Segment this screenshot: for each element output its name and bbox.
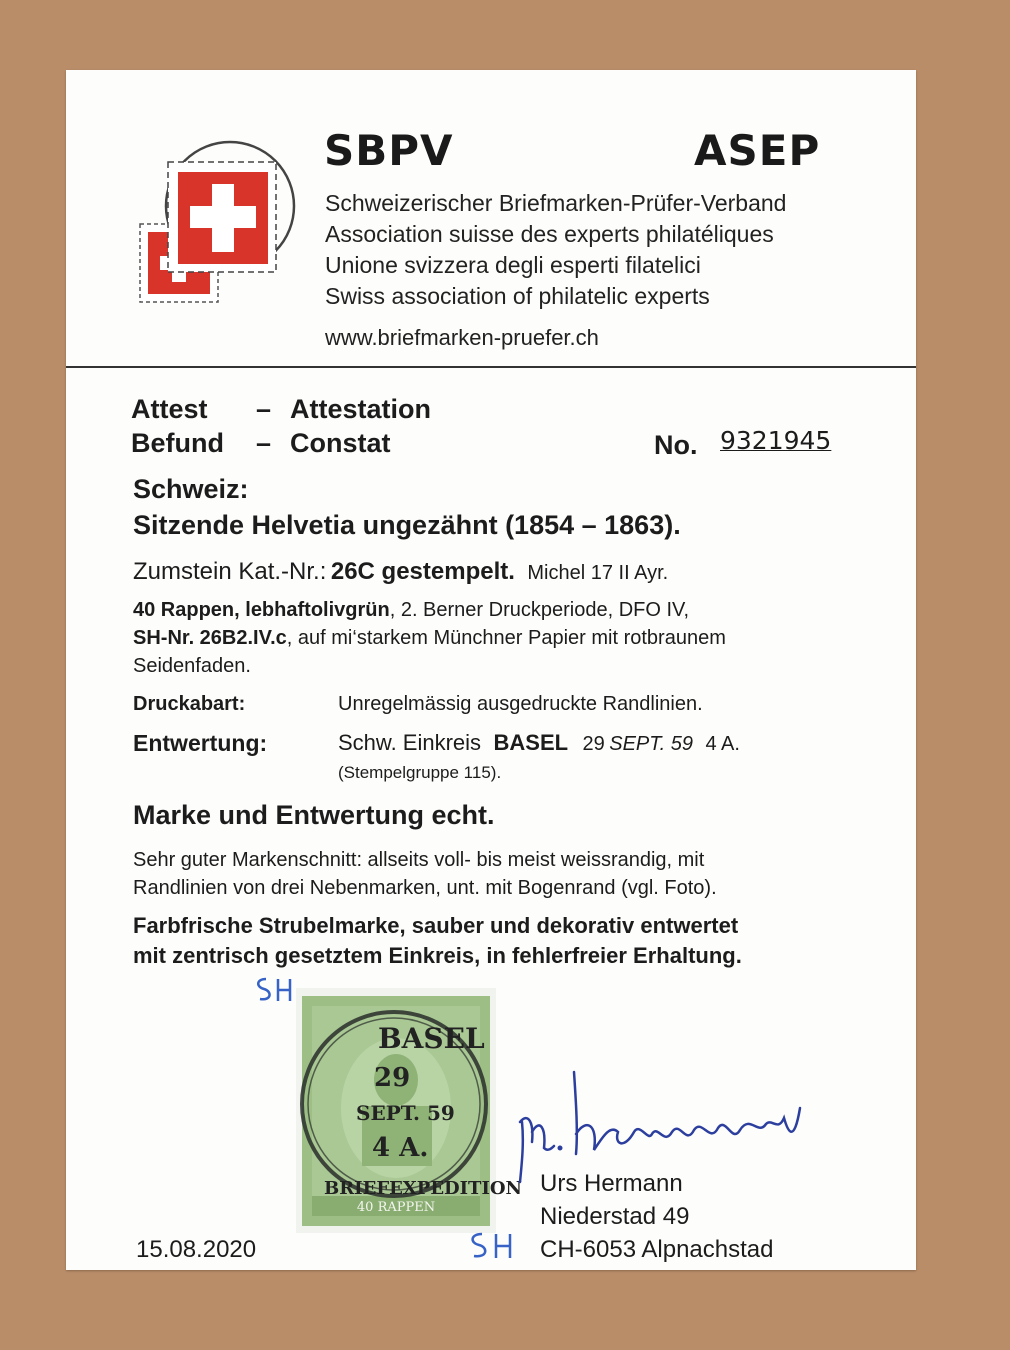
postmark-arc: BRIEFEXPEDITION — [324, 1178, 523, 1199]
constat-label: Constat — [290, 428, 391, 458]
attest-dash-2: – — [256, 428, 272, 458]
attest-label: Attest — [131, 394, 208, 424]
druckabart-label: Druckabart: — [133, 693, 246, 715]
cancel-city: BASEL — [493, 730, 569, 755]
handwritten-sh-mark-icon — [252, 975, 294, 1005]
verdict-text-3: Farbfrische Strubelmarke, sauber und dekorativ entwertet — [133, 913, 739, 938]
print-period: , 2. Berner Druckperiode, DFO IV, — [389, 599, 690, 621]
cancel-month-year: SEPT. 59 — [609, 733, 693, 755]
sh-number: SH-Nr. 26B2.IV.c — [133, 627, 287, 649]
header-divider — [66, 366, 916, 368]
expert-name: Urs Hermann — [540, 1170, 683, 1197]
certificate-date: 15.08.2020 — [136, 1236, 257, 1263]
website-link[interactable]: www.briefmarken-pruefer.ch — [325, 325, 599, 350]
certificate-number: 9321945 — [720, 426, 832, 455]
assoc-name-de: Schweizerischer Briefmarken-Prüfer-Verband — [325, 190, 787, 216]
swiss-cross-stamp-logo-icon — [128, 132, 298, 312]
entwertung-value — [338, 730, 740, 756]
description-line-2 — [133, 627, 726, 650]
paper-description: , auf mi‘starkem Münchner Papier mit rotbraunem — [286, 627, 726, 649]
cancel-day: 29 — [582, 733, 605, 755]
stamp-value-color: 40 Rappen, lebhaftolivgrün — [133, 599, 390, 621]
assoc-name-fr: Association suisse des experts philatéliques — [325, 221, 774, 247]
org-abbrev-fr: ASEP — [694, 126, 821, 175]
verdict-text-1: Sehr guter Markenschnitt: allseits voll- bis meist weissrandig, mit — [133, 849, 705, 871]
entwertung-label: Entwertung: — [133, 730, 268, 756]
befund-label: Befund — [131, 428, 224, 458]
catalog-line — [133, 558, 668, 586]
cancel-hour: 4 A. — [705, 733, 740, 755]
verdict-headline: Marke und Entwertung echt. — [133, 800, 495, 830]
assoc-name-it: Unione svizzera degli esperti filatelici — [325, 252, 701, 278]
attest-dash-1: – — [256, 394, 272, 424]
michel-number: Michel 17 II Ayr. — [527, 562, 669, 584]
number-label: No. — [654, 430, 698, 460]
verdict-text-4: mit zentrisch gesetztem Einkreis, in fehlerfreier Erhaltung. — [133, 943, 742, 968]
postmark-month: SEPT. 59 — [356, 1101, 455, 1125]
org-abbrev-de: SBPV — [324, 126, 454, 175]
expert-street: Niederstad 49 — [540, 1203, 690, 1230]
druckabart-value: Unregelmässig ausgedruckte Randlinien. — [338, 693, 703, 715]
country-heading: Schweiz: — [133, 474, 249, 504]
catalog-label: Zumstein Kat.-Nr.: — [133, 558, 327, 585]
verdict-text-2: Randlinien von drei Nebenmarken, unt. mit Bogenrand (vgl. Foto). — [133, 877, 717, 899]
helvetia-stamp-photo-icon — [296, 988, 523, 1233]
postmark-city: BASEL — [378, 1022, 485, 1055]
catalog-value: 26C gestempelt. — [330, 558, 515, 585]
description-line-1 — [133, 599, 689, 622]
certificate-header — [66, 70, 916, 366]
postmark-day: 29 — [374, 1063, 411, 1093]
expert-city: CH-6053 Alpnachstad — [540, 1236, 774, 1263]
description-line-3: Seidenfaden. — [133, 655, 251, 677]
stempelgruppe: (Stempelgruppe 115). — [338, 763, 502, 782]
postmark-hour: 4 A. — [372, 1133, 429, 1163]
handwritten-sh-mark-bottom-icon — [466, 1230, 514, 1262]
cancel-type: Schw. Einkreis — [338, 730, 482, 755]
issue-heading: Sitzende Helvetia ungezähnt (1854 – 1863). — [133, 510, 681, 540]
certificate-card — [66, 70, 916, 1270]
attestation-label: Attestation — [290, 394, 431, 424]
assoc-name-en: Swiss association of philatelic experts — [325, 283, 710, 309]
stamp-value-text: 40 RAPPEN — [356, 1200, 436, 1215]
